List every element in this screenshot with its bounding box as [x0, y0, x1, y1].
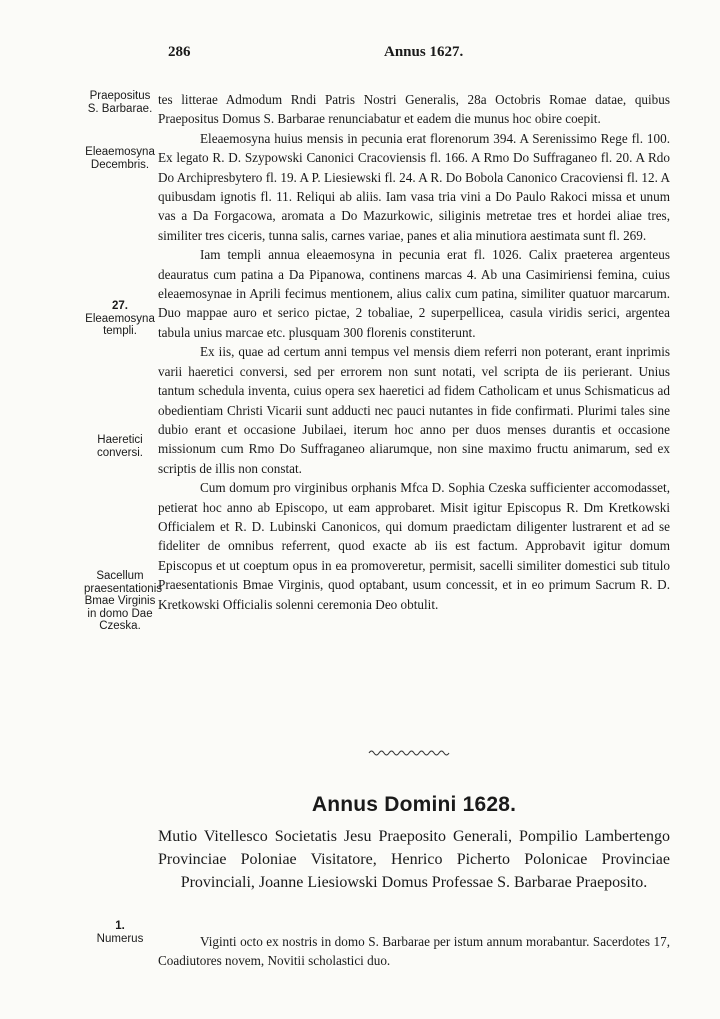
margin-number: 27.	[112, 300, 128, 312]
paragraph-sacellum: Cum domum pro virginibus orphanis Mfca D. Sophia Czeska sufficienter accomodasset, petierat hoc anno ab Episcopo, ut eam approbaret. Misit igitur Episcopus R. Dm Kretkowski Officialem et R. D. Lubinski Canonicos, qui domum praedictam diligenter lustrarent et ad se fideliter de omnibus referrent, quod exacte ab iis est factum. Approbavit igitur domum Episcopus et ut coeptum opus in ea promoveretur, permisit, sacelli similiter domestici sub titulo Praesentationis Bmae Virginis, quod optabant, usum concessit, et in eo primum Sacrum R. D. Kretkowski Officialis solenni ceremonia Deo obtulit.	[158, 480, 670, 612]
page-number: 286	[168, 44, 191, 60]
page-header	[158, 44, 670, 64]
margin-note-haeretici	[84, 434, 156, 459]
paragraph-numerus: Viginti octo ex nostris in domo S. Barbarae per istum annum morabantur. Sacerdotes 17, Coadiutores novem, Novitii scholastici duo.	[158, 934, 670, 969]
margin-note-text: Eleaemosyna templi.	[85, 312, 155, 337]
paragraph-haeretici: Ex iis, quae ad certum anni tempus vel mensis diem referri non poterant, erant inprimis varii haeretici conversi, sed per errorem non sunt notati, vel scripta de iis perierant. Unius tantum schedula inventa, cuius opera sex haeretici ad fidem Catholicam et unus Schismaticus ad obedientiam Christi Vicarii sunt adducti nec pauci nutantes in fide confirmati. Plurimi tales sine dubio erant et occasione Jubilaei, iterum hoc anno per duos menses durantis et occasione missionum cum Rmo Do Suffraganeo aliarumque, non sine maximo fructu animarum, sed ex scriptis de illis non constat.	[158, 344, 670, 476]
margin-number: 1.	[115, 920, 125, 932]
margin-note-text: Numerus	[96, 932, 144, 945]
margin-note-text: Sacellum praesentationis Bmae Virginis in domo Dae Czeska.	[84, 570, 162, 632]
ornamental-separator	[368, 748, 450, 758]
margin-note-text: Eleaemosyna Decembris.	[85, 146, 155, 171]
margin-note-praepositus	[84, 90, 156, 115]
paragraph-eleemosyna-decembris: Eleaemosyna huius mensis in pecunia erat florenorum 394. A Serenissimo Rege fl. 100. Ex legato R. D. Szypowski Canonici Cracoviensis fl. 166. A Rmo Do Suffraganeo fl. 20. A Rdo Do Archipresbytero fl. 19. A P. Liesiewski fl. 24. A R. Do Bobola Canonico Cracoviensi fl. 12. A quibusdam ignotis fl. 11. Reliqui ab aliis. Iam vasa tria vini a Do Paulo Rakoci missa et unum vas a Da Forgacowa, aromata a Do Mazurkowic, siliginis metretae tres et hordei aliae tres, similiter tres ciceris, tunna salis, carnes variae, panes et alia minutiora aestimata sunt fl. 269.	[158, 130, 670, 243]
margin-note-text: Praepositus S. Barbarae.	[87, 90, 153, 115]
paragraph-eleemosyna-templi: Iam templi annua eleaemosyna in pecunia erat fl. 1026. Calix praeterea argenteus deauratus cum patina a Da Pipanowa, continens marcas 4. Ab una Casimiriensi femina, cuius eleaemosynae in Aprili fecimus mentionem, alius calix cum patina, similiter quatuor marcarum. Duo mappae auro et serico pictae, 2 tobaliae, 2 superpellicea, casula viridis serici, argentea tabula unius marcae etc. plusquam 300 florenis constiterunt.	[158, 247, 670, 340]
main-text-block	[158, 90, 670, 614]
section-title: Annus Domini 1628.	[311, 793, 517, 816]
margin-note-sacellum	[84, 570, 162, 633]
margin-note-eleemosyna-decembris	[84, 146, 156, 171]
paragraph-praepositus: tes litterae Admodum Rndi Patris Nostri Generalis, 28a Octobris Romae datae, quibus Praepositus Domus S. Barbarae renunciabatur et eadem die munus hoc obire coepit.	[158, 92, 670, 127]
section-intro: Mutio Vitellesco Societatis Jesu Praeposito Generali, Pompilio Lambertengo Provinciae Poloniae Visitatore, Henrico Picherto Polonicae Provinciae Provinciali, Joanne Liesiowski Domus Professae S. Barbarae Praeposito.	[158, 828, 670, 891]
margin-note-text: Haeretici conversi.	[96, 434, 144, 459]
margin-note-eleemosyna-templi	[84, 300, 156, 338]
running-title: Annus 1627.	[384, 44, 464, 60]
margin-note-numerus	[84, 920, 156, 945]
